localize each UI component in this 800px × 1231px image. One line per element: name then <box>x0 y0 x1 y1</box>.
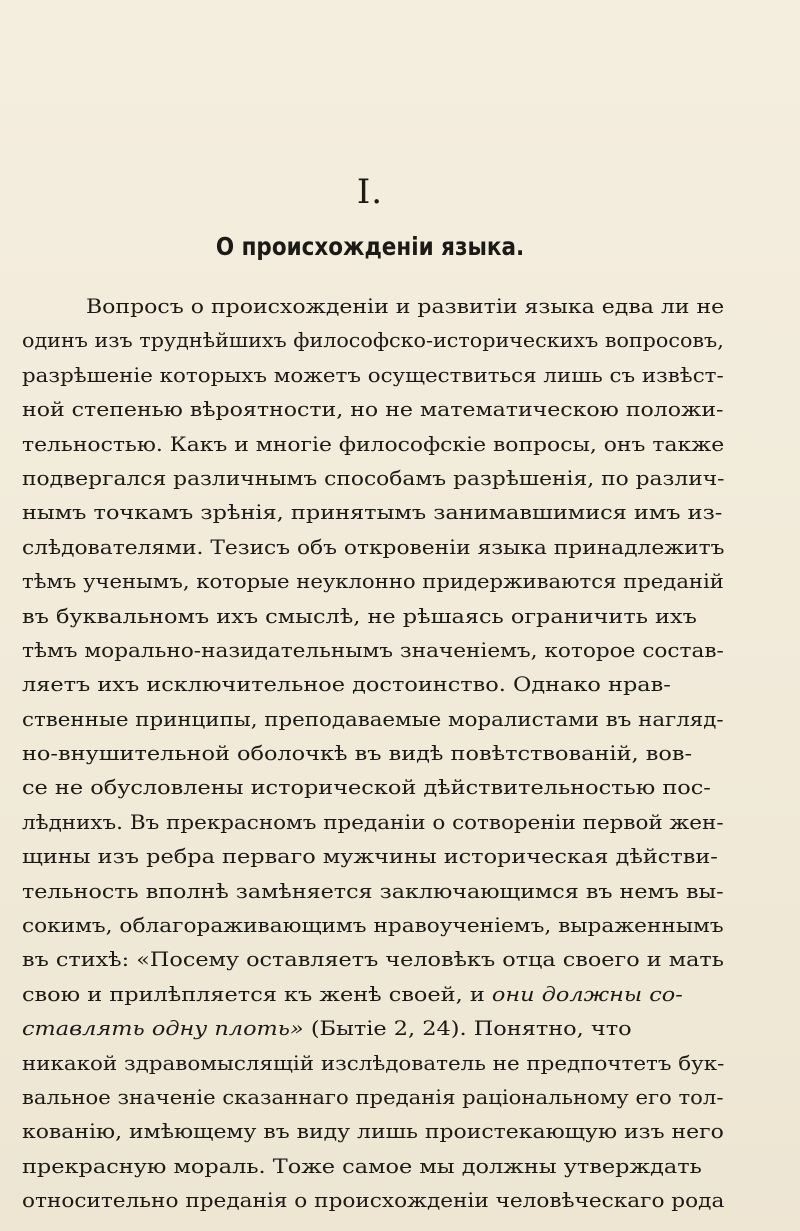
text-line: подвергался различнымъ способамъ разрѣшенія, по различ- <box>22 465 725 490</box>
text-line: се не обусловлены исторической дѣйствительностью пос- <box>22 775 711 800</box>
text-line: въ буквальномъ ихъ смыслѣ, не рѣшаясь ограничить ихъ <box>22 603 697 628</box>
text-line: одинъ изъ труднѣйшихъ философско-историческихъ вопросовъ, <box>22 328 724 353</box>
text-line: тѣмъ ученымъ, которые неуклонно придерживаются преданій <box>22 569 724 594</box>
text-line: прекрасную мораль. Тоже самое мы должны утверждать <box>22 1153 702 1178</box>
text-line: тельностью. Какъ и многіе философскіе вопросы, онъ также <box>22 431 725 456</box>
text-line: тѣмъ морально-назидательнымъ значеніемъ, которое состав- <box>22 637 724 662</box>
text-line: лѣднихъ. Въ прекрасномъ преданіи о сотвореніи первой жен- <box>22 809 724 834</box>
chapter-number: I. <box>356 172 384 212</box>
body-text <box>22 289 724 1218</box>
text-line: Вопросъ о происхожденіи и развитіи языка едва ли не <box>86 294 725 318</box>
text-line: въ стихѣ: «Посему оставляетъ человѣкъ отца своего и мать <box>22 947 724 972</box>
text-line: тельность вполнѣ замѣняется заключающимся въ немъ вы- <box>22 878 724 903</box>
text-line: слѣдователями. Тезисъ объ откровеніи языка принадлежитъ <box>22 534 725 559</box>
text-line: свою и прилѣпляется къ женѣ своей, и они должны со- <box>22 981 683 1006</box>
text-line: ляетъ ихъ исключительное достоинство. Однако нрав- <box>22 672 671 697</box>
text-line: ставлять одну плоть» (Бытіе 2, 24). Понятно, что <box>22 1016 632 1041</box>
text-line: сокимъ, облагораживающимъ нравоученіемъ, выраженнымъ <box>22 913 724 938</box>
text-line: нымъ точкамъ зрѣнія, принятымъ занимавшимися имъ из- <box>22 500 723 525</box>
chapter-title: О происхожденіи языка. <box>215 232 525 261</box>
text-line: ственные принципы, преподаваемые моралистами въ нагляд- <box>22 706 724 731</box>
text-line: относительно преданія о происхожденіи человѣческаго рода <box>22 1188 725 1213</box>
text-line: разрѣшеніе которыхъ можетъ осуществиться лишь съ извѣст- <box>22 362 724 387</box>
text-line: но-внушительной оболочкѣ въ видѣ повѣтствованій, вов- <box>22 741 693 766</box>
text-line: никакой здравомыслящій изслѣдователь не предпочтетъ бук- <box>22 1050 725 1075</box>
text-line: вальное значеніе сказаннаго преданія раціональному его тол- <box>22 1084 724 1109</box>
text-line: ной степенью вѣроятности, но не математическою положи- <box>22 397 724 422</box>
text-line: щины изъ ребра перваго мужчины историческая дѣйстви- <box>22 844 718 869</box>
text-line: кованію, имѣющему въ виду лишь проистекающую изъ него <box>22 1119 724 1144</box>
